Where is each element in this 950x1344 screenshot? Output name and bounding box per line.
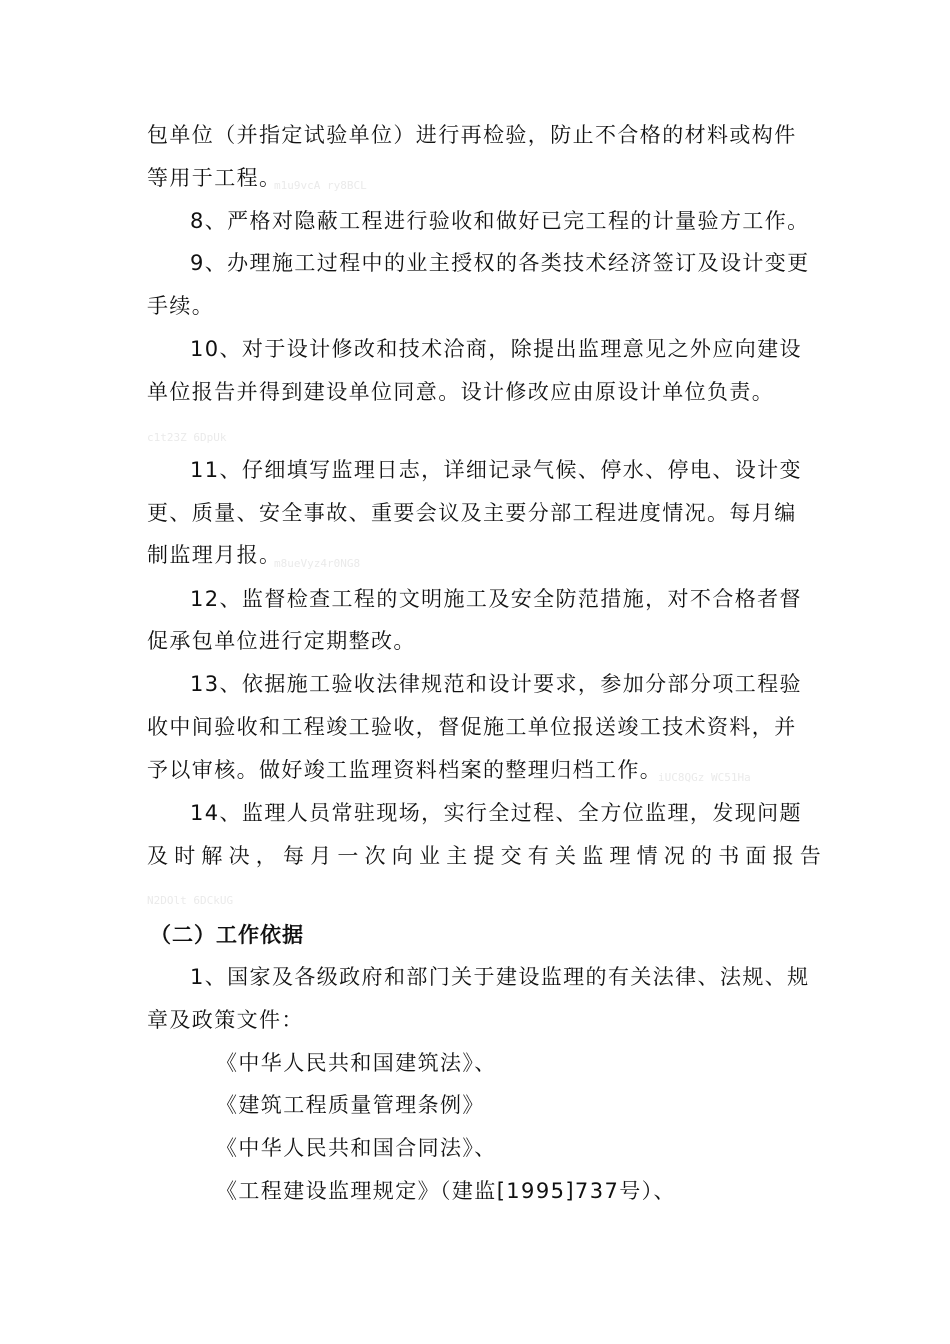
paragraph-line: 等用于工程。 [147,166,282,190]
section-heading: （二）工作依据 [150,923,304,947]
item-8: 8、严格对隐蔽工程进行验收和做好已完工程的计量验方工作。 [190,209,810,233]
item-13: 13、依据施工验收法律规范和设计要求，参加分部分项工程验 [190,672,802,696]
watermark-text: m1u9vcA ry8BCL [274,179,367,192]
citation-line: 《工程建设监理规定》（建监[1995]737号）、 [216,1179,676,1203]
citation-line: 《中华人民共和国建筑法》、 [216,1051,497,1075]
watermark-text: c1t23Z 6DpUk [147,431,227,444]
paragraph-line: 单位报告并得到建设单位同意。设计修改应由原设计单位负责。 [147,380,775,404]
item-11: 11、仔细填写监理日志，详细记录气候、停水、停电、设计变 [190,458,802,482]
watermark-text: iUC8QGz WC51Ha [658,771,751,784]
item-12: 12、监督检查工程的文明施工及安全防范措施，对不合格者督 [190,587,802,611]
paragraph-line: 及时解决，每月一次向业主提交有关监理情况的书面报告 [147,844,827,868]
paragraph-line: 促承包单位进行定期整改。 [147,629,416,653]
paragraph-line: 章及政策文件： [147,1008,304,1032]
item-9: 9、办理施工过程中的业主授权的各类技术经济签订及设计变更 [190,251,810,275]
paragraph-line: 手续。 [147,294,215,318]
citation-line: 《建筑工程质量管理条例》 [216,1093,485,1117]
paragraph-line: 收中间验收和工程竣工验收，督促施工单位报送竣工技术资料，并 [147,715,797,739]
watermark-text: m8ueVyz4r0NG8 [274,557,361,570]
item-14: 14、监理人员常驻现场，实行全过程、全方位监理，发现问题 [190,801,802,825]
paragraph-line: 制监理月报。 [147,543,282,567]
item-10: 10、对于设计修改和技术洽商，除提出监理意见之外应向建设 [190,337,802,361]
citation-line: 《中华人民共和国合同法》、 [216,1136,497,1160]
paragraph-line: 包单位（并指定试验单位）进行再检验，防止不合格的材料或构件 [147,123,797,147]
basis-item-1: 1、国家及各级政府和部门关于建设监理的有关法律、法规、规 [190,965,810,989]
watermark-text: N2DOlt 6DCkUG [147,894,234,907]
paragraph-line: 更、质量、安全事故、重要会议及主要分部工程进度情况。每月编 [147,501,797,525]
paragraph-line: 予以审核。做好竣工监理资料档案的整理归档工作。 [147,758,663,782]
